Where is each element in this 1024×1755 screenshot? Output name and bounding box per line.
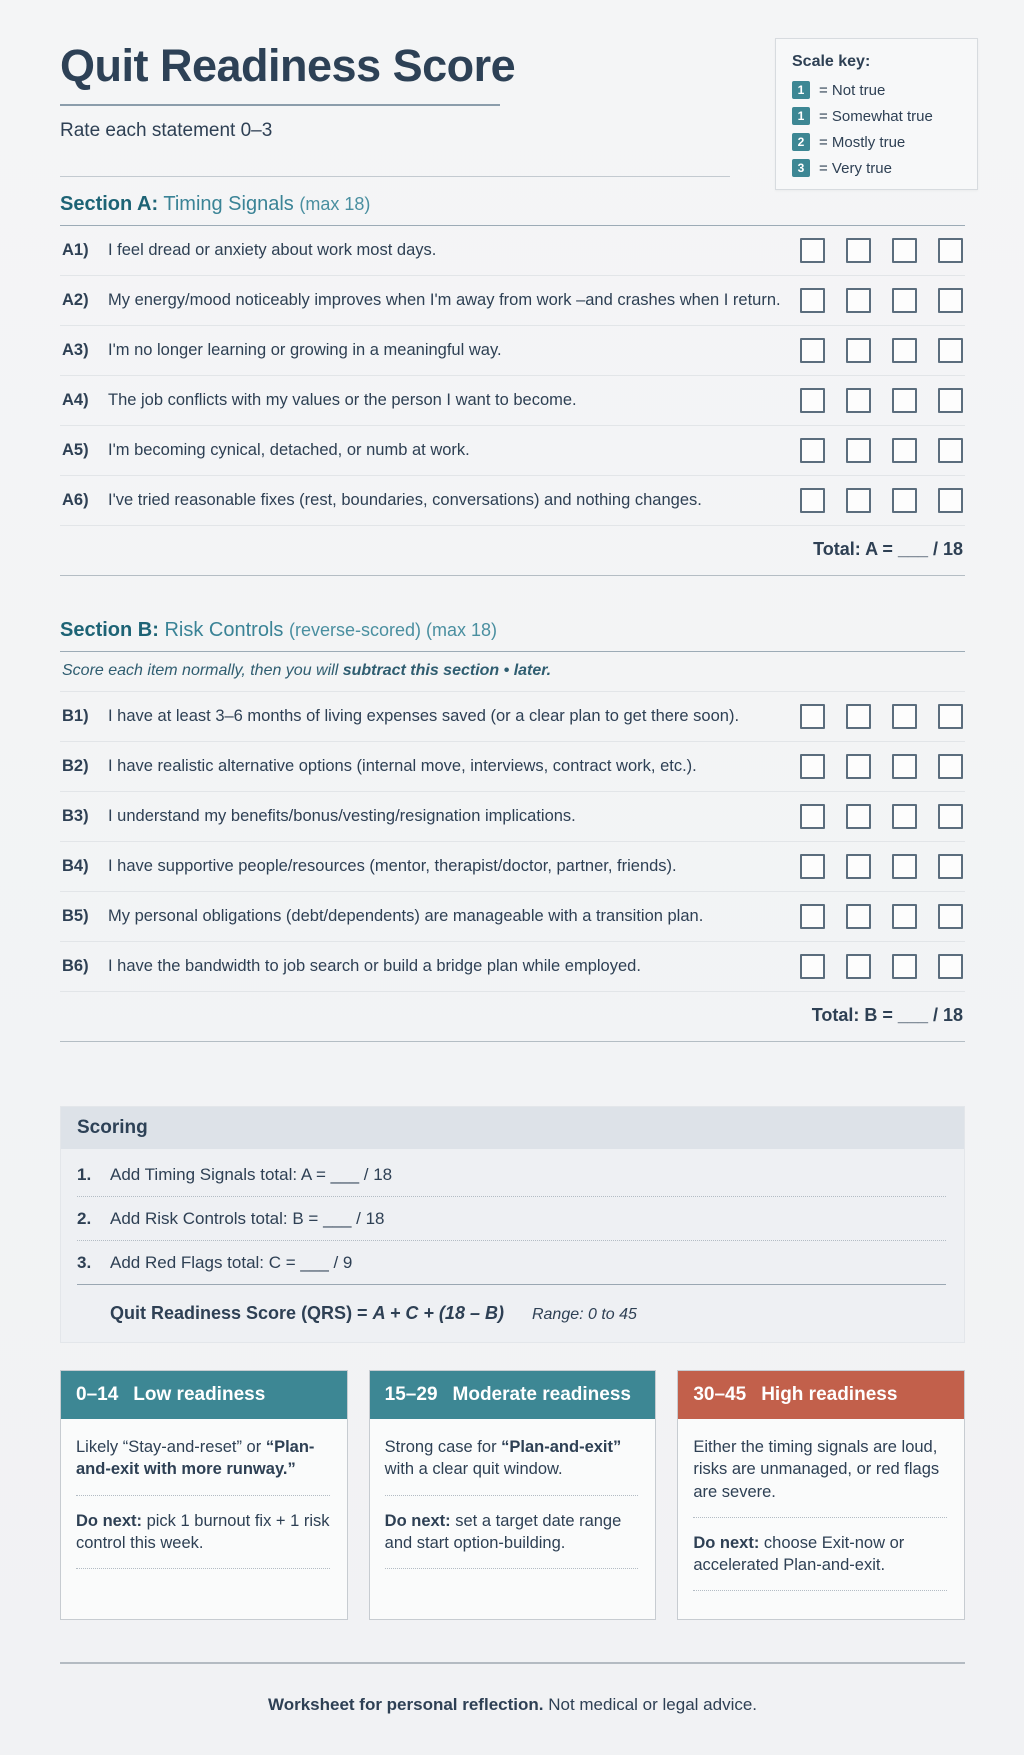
- score-checkbox[interactable]: [800, 804, 825, 829]
- scale-entry-label: = Not true: [819, 81, 886, 99]
- statement-id: B5): [62, 907, 89, 925]
- section-note-bold: subtract this section • later.: [342, 662, 552, 679]
- section: [60, 193, 965, 603]
- statement-id: B6): [62, 957, 89, 975]
- score-checkbox[interactable]: [938, 754, 963, 779]
- card-divider: [76, 1568, 330, 1569]
- text-segment: Do next:: [384, 1511, 451, 1530]
- score-checkbox[interactable]: [846, 954, 871, 979]
- qrs-formula: Quit Readiness Score (QRS) = A + C + (18 – B): [110, 1303, 504, 1323]
- title-underline: [60, 104, 500, 106]
- scale-value-badge: 3: [792, 159, 810, 177]
- text-segment: Strong case for: [384, 1438, 502, 1456]
- scoring-step-text: Add Risk Controls total: B = ___ / 18: [110, 1209, 385, 1228]
- section-note: [60, 652, 965, 692]
- readiness-card-header: [370, 1371, 656, 1419]
- score-checkbox[interactable]: [892, 288, 917, 313]
- readiness-card: [369, 1370, 657, 1620]
- score-checkbox[interactable]: [800, 238, 825, 263]
- score-checkbox[interactable]: [892, 438, 917, 463]
- score-checkbox[interactable]: [846, 754, 871, 779]
- readiness-description: [76, 1436, 330, 1481]
- score-checkbox-group: [800, 388, 963, 413]
- readiness-do-next: [693, 1532, 947, 1577]
- card-divider: [76, 1495, 330, 1496]
- scoring-step-number: 3.: [77, 1253, 92, 1272]
- score-checkbox[interactable]: [938, 438, 963, 463]
- card-divider: [693, 1517, 947, 1518]
- statement-row: [60, 792, 965, 842]
- statement-id: A1): [62, 241, 89, 259]
- statement-row: [60, 276, 965, 326]
- score-checkbox[interactable]: [800, 854, 825, 879]
- score-checkbox[interactable]: [938, 804, 963, 829]
- scale-key-entry: [792, 81, 963, 99]
- scoring-step-text: Add Red Flags total: C = ___ / 9: [110, 1253, 353, 1272]
- scale-key-entry: [792, 107, 963, 125]
- scoring-step-number: 1.: [77, 1165, 92, 1184]
- statement-row: [60, 226, 965, 276]
- score-checkbox[interactable]: [846, 288, 871, 313]
- score-checkbox[interactable]: [800, 904, 825, 929]
- statement-text: I'm becoming cynical, detached, or numb at work.: [108, 441, 470, 459]
- scoring-step-number: 2.: [77, 1209, 92, 1228]
- statement-text: The job conflicts with my values or the person I want to become.: [108, 391, 577, 409]
- statement-id: A4): [62, 391, 89, 409]
- score-checkbox-group: [800, 704, 963, 729]
- statement-text: My personal obligations (debt/dependents) are manageable with a transition plan.: [108, 907, 704, 925]
- score-checkbox[interactable]: [892, 754, 917, 779]
- section-total: Total: A = ___ / 18: [60, 526, 965, 576]
- readiness-card-body: [370, 1419, 656, 1619]
- page-subtitle: Rate each statement 0–3: [60, 120, 273, 141]
- section-suffix: (reverse-scored) (max 18): [288, 620, 497, 640]
- section-title: Risk Controls: [164, 619, 284, 641]
- section-total: Total: B = ___ / 18: [60, 992, 965, 1042]
- score-checkbox-group: [800, 954, 963, 979]
- card-divider: [385, 1495, 639, 1496]
- text-segment: Do next:: [76, 1511, 142, 1530]
- statement-id: A6): [62, 491, 89, 509]
- readiness-label: Low readiness: [133, 1384, 266, 1405]
- scale-value-badge: 1: [792, 81, 810, 99]
- score-checkbox[interactable]: [846, 854, 871, 879]
- statement-row: [60, 692, 965, 742]
- scoring-step: [77, 1197, 946, 1241]
- score-checkbox[interactable]: [846, 904, 871, 929]
- card-divider: [385, 1568, 639, 1569]
- statement-id: B1): [62, 707, 89, 725]
- readiness-card: [677, 1370, 965, 1620]
- score-checkbox-group: [800, 288, 963, 313]
- score-checkbox-group: [800, 238, 963, 263]
- statement-text: I'm no longer learning or growing in a meaningful way.: [108, 341, 502, 359]
- score-checkbox[interactable]: [892, 488, 917, 513]
- score-checkbox[interactable]: [892, 238, 917, 263]
- statement-row: [60, 476, 965, 526]
- score-checkbox[interactable]: [846, 704, 871, 729]
- score-checkbox[interactable]: [892, 388, 917, 413]
- scoring-title: Scoring: [61, 1107, 964, 1149]
- statement-row: [60, 326, 965, 376]
- section-title: Timing Signals: [163, 193, 294, 215]
- scale-entry-label: = Somewhat true: [819, 107, 933, 125]
- statement-text: I have at least 3–6 months of living expenses saved (or a clear plan to get there soon).: [108, 707, 740, 725]
- score-checkbox[interactable]: [846, 238, 871, 263]
- footer-rest-text: Not medical or legal advice.: [543, 1695, 758, 1715]
- statement-text: I have the bandwidth to job search or build a bridge plan while employed.: [108, 957, 641, 975]
- text-segment: with a clear quit window.: [384, 1460, 563, 1479]
- score-checkbox[interactable]: [938, 704, 963, 729]
- score-checkbox[interactable]: [800, 954, 825, 979]
- statement-row: [60, 376, 965, 426]
- statement-id: A5): [62, 441, 89, 459]
- readiness-do-next: [76, 1510, 330, 1555]
- section-gap: [60, 1042, 965, 1069]
- score-checkbox[interactable]: [938, 854, 963, 879]
- scoring-step-text: Add Timing Signals total: A = ___ / 18: [110, 1165, 393, 1184]
- score-checkbox[interactable]: [800, 288, 825, 313]
- statement-row: [60, 842, 965, 892]
- score-checkbox[interactable]: [938, 288, 963, 313]
- statement-row: [60, 426, 965, 476]
- statement-text: I feel dread or anxiety about work most days.: [108, 241, 437, 259]
- readiness-label: High readiness: [761, 1384, 898, 1405]
- score-checkbox-group: [800, 438, 963, 463]
- score-checkbox[interactable]: [846, 388, 871, 413]
- score-checkbox[interactable]: [938, 904, 963, 929]
- readiness-card-body: [678, 1419, 964, 1619]
- statement-text: I've tried reasonable fixes (rest, boundaries, conversations) and nothing changes.: [108, 491, 702, 509]
- score-checkbox-group: [800, 754, 963, 779]
- score-checkbox[interactable]: [892, 338, 917, 363]
- scale-value-badge: 1: [792, 107, 810, 125]
- statement-id: A2): [62, 291, 89, 309]
- score-checkbox-group: [800, 904, 963, 929]
- score-checkbox-group: [800, 804, 963, 829]
- score-checkbox[interactable]: [800, 754, 825, 779]
- card-divider: [693, 1590, 947, 1591]
- qrs-range: Range: 0 to 45: [531, 1306, 637, 1323]
- section-gap: [60, 576, 965, 603]
- section-suffix: (max 18): [299, 194, 371, 214]
- score-checkbox[interactable]: [938, 388, 963, 413]
- score-checkbox-group: [800, 338, 963, 363]
- score-checkbox[interactable]: [800, 488, 825, 513]
- score-checkbox[interactable]: [800, 338, 825, 363]
- text-segment: set a target date range and start option-building.: [384, 1511, 622, 1552]
- statement-text: I have realistic alternative options (internal move, interviews, contract work, etc.).: [108, 757, 697, 775]
- score-checkbox[interactable]: [892, 704, 917, 729]
- statement-id: B4): [62, 857, 89, 875]
- qrs-formula-row: [77, 1289, 946, 1332]
- score-checkbox[interactable]: [938, 488, 963, 513]
- score-checkbox[interactable]: [846, 488, 871, 513]
- scale-key-entry: [792, 159, 963, 177]
- footer-bold-text: Worksheet for personal reflection.: [267, 1695, 544, 1715]
- scoring-steps: [61, 1149, 964, 1285]
- readiness-range: 30–45: [693, 1384, 747, 1405]
- score-checkbox[interactable]: [938, 954, 963, 979]
- section-header: [60, 193, 965, 226]
- score-checkbox[interactable]: [938, 238, 963, 263]
- scale-entry-label: = Mostly true: [819, 133, 906, 151]
- readiness-description: [385, 1436, 639, 1481]
- statement-id: A3): [62, 341, 89, 359]
- scoring-step: [77, 1153, 946, 1197]
- statement-text: I understand my benefits/bonus/vesting/resignation implications.: [108, 807, 576, 825]
- score-checkbox[interactable]: [892, 854, 917, 879]
- scoring-panel: [60, 1106, 965, 1343]
- statement-row: [60, 892, 965, 942]
- score-checkbox[interactable]: [892, 954, 917, 979]
- text-segment: Either the timing signals are loud, risks are unmanaged, or red flags are severe.: [693, 1438, 940, 1501]
- score-checkbox[interactable]: [892, 804, 917, 829]
- section-prefix: Section A:: [60, 193, 159, 215]
- text-segment: “Plan-and-exit with more runway.”: [76, 1438, 315, 1479]
- scale-key-box: [775, 38, 978, 190]
- scale-key-title: Scale key:: [792, 53, 871, 70]
- score-checkbox-group: [800, 854, 963, 879]
- statement-id: B3): [62, 807, 89, 825]
- readiness-card-header: [678, 1371, 964, 1419]
- section-header: [60, 619, 965, 652]
- readiness-range: 0–14: [76, 1384, 119, 1405]
- section-note-plain: Score each item normally, then you will: [62, 662, 343, 679]
- statement-row: [60, 942, 965, 992]
- score-checkbox[interactable]: [846, 338, 871, 363]
- scale-entry-label: = Very true: [819, 159, 892, 177]
- score-checkbox[interactable]: [800, 704, 825, 729]
- score-checkbox[interactable]: [892, 904, 917, 929]
- text-segment: Likely “Stay-and-reset” or: [76, 1438, 266, 1456]
- text-segment: pick 1 burnout fix + 1 risk control this week.: [76, 1511, 330, 1552]
- score-checkbox[interactable]: [800, 388, 825, 413]
- footer-disclaimer: [60, 1662, 965, 1715]
- scale-key-list: [792, 81, 963, 177]
- readiness-cards: [60, 1370, 965, 1620]
- section-items: [60, 692, 965, 992]
- readiness-card-header: [61, 1371, 347, 1419]
- readiness-card-body: [61, 1419, 347, 1619]
- readiness-description: [693, 1436, 947, 1503]
- section-prefix: Section B:: [60, 619, 159, 641]
- statement-row: [60, 742, 965, 792]
- score-checkbox[interactable]: [846, 804, 871, 829]
- section: [60, 619, 965, 1069]
- score-checkbox[interactable]: [938, 338, 963, 363]
- statement-id: B2): [62, 757, 89, 775]
- page-title: Quit Readiness Score: [60, 40, 516, 91]
- scale-key-entry: [792, 133, 963, 151]
- readiness-do-next: [385, 1510, 639, 1555]
- scale-value-badge: 2: [792, 133, 810, 151]
- section-items: [60, 226, 965, 526]
- score-checkbox[interactable]: [800, 438, 825, 463]
- text-segment: Do next:: [693, 1533, 760, 1552]
- header-divider: [60, 176, 730, 177]
- readiness-range: 15–29: [384, 1384, 438, 1405]
- score-checkbox-group: [800, 488, 963, 513]
- text-segment: choose Exit-now or accelerated Plan-and-exit.: [693, 1533, 905, 1575]
- readiness-card: [60, 1370, 348, 1620]
- score-checkbox[interactable]: [846, 438, 871, 463]
- readiness-label: Moderate readiness: [452, 1384, 631, 1405]
- page-header: [60, 40, 965, 177]
- text-segment: “Plan-and-exit”: [501, 1438, 622, 1456]
- statement-text: My energy/mood noticeably improves when I'm away from work –and crashes when I return.: [108, 291, 781, 309]
- sections-container: [60, 193, 965, 1069]
- scoring-step: [77, 1241, 946, 1285]
- statement-text: I have supportive people/resources (mentor, therapist/doctor, partner, friends).: [108, 857, 677, 875]
